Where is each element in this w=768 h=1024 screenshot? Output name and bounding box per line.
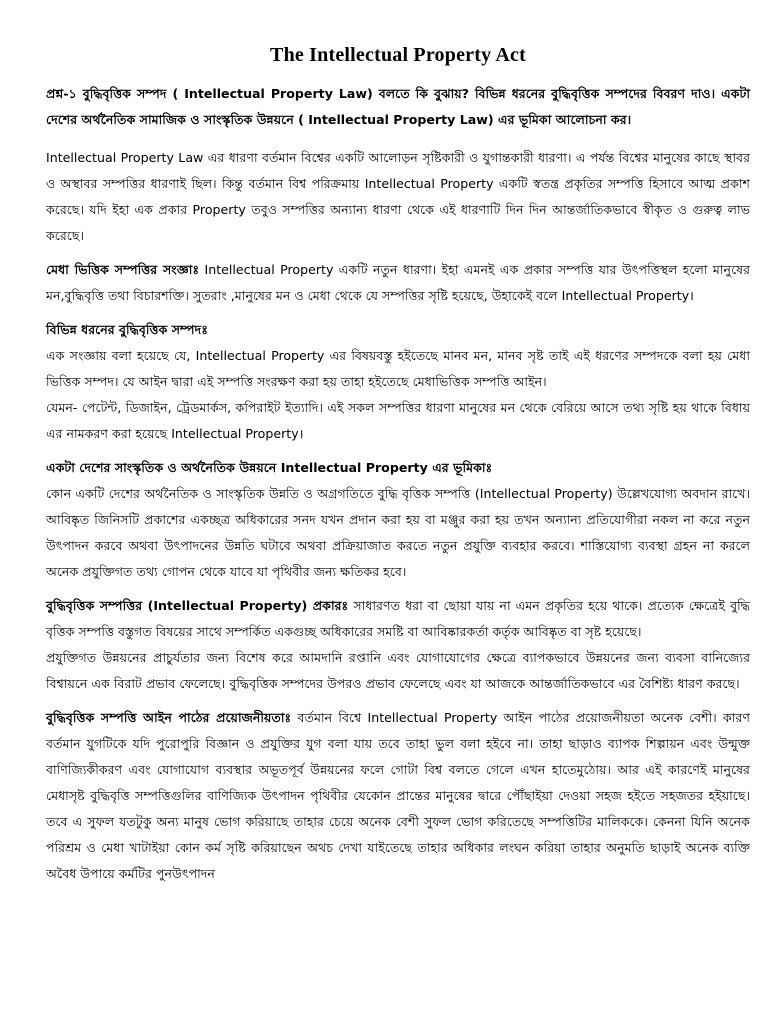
document-title: The Intellectual Property Act <box>270 44 526 66</box>
intro-paragraph: Intellectual Property Law এর ধারণা বর্তমান বিশ্বের একটি আলোড়ন সৃষ্টিকারী ও যুগান্তকারী ধারণা। এ পর্যন্ত বিশ্বের মানুষের কাছে স্থাবর ও অস্থাবর সম্পত্তির ধারণাই ছিল। কিন্তু বর্তমান বিশ্ব পরিক্রমায় Intellectual Property একটি স্বতন্ত্র প্রকৃতির সম্পত্তি হিসাবে আত্ম প্রকাশ করেছে। যদি ইহা এক প্রকার Property তবুও সম্পত্তির অন্যান্য ধারণা থেকে এই ধারণাটি দিন দিন আন্তর্জাতিকভাবে স্বীকৃত ও গুরুত্ব লাভ করেছে। <box>46 150 750 243</box>
types-heading: বিভিন্ন ধরনের বুদ্ধিবৃত্তিক সম্পদঃ <box>46 322 208 337</box>
role-paragraph: কোন একটি দেশের অর্থনৈতিক ও সাংস্কৃতিক উন্নতি ও অগ্রগতিতে বুদ্ধি বৃত্তিক সম্পত্তি (Intellectual Property) উল্লেখযোগ্য অবদান রাখে। আবিষ্কৃত জিনিসটি প্রকাশের একচ্ছত্র অধিকারের সনদ যখন প্রদান করা হয় বা মঞ্জুর করা হয় তখন অন্যান্য প্রতিযোগীরা নকল না করে নতুন উৎপাদন করবে অথবা উৎপাদনের উন্নতি ঘটাবে অথবা প্রক্রিয়াজাত করতে নতুন প্রযুক্তি ব্যবহার করবে। শাস্তিযোগ্য ব্যবস্থা গ্রহন না করলে অনেক প্রযুক্তিগত তথ্য গোপন থেকে যাবে যা পৃথিবীর জন্য ক্ষতিকর হবে। <box>46 486 750 579</box>
question-paragraph: প্রশ্ন-১ বুদ্ধিবৃত্তিক সম্পদ ( Intellectual Property Law) বলতে কি বুঝায়? বিভিন্ন ধরনের বুদ্ধিবৃত্তিক সম্পদের বিবরণ দাও। একটা দেশের অর্থনৈতিক সামাজিক ও সাংস্কৃতিক উন্নয়নে ( Intellectual Property Law) এর ভূমিকা আলোচনা কর। <box>46 86 750 127</box>
necessity-paragraph <box>46 705 750 887</box>
types-paragraph-2: যেমন- পেটেন্ট, ডিজাইন, ট্রেডমার্কস, কপিরাইট ইত্যাদি। এই সকল সম্পত্তির ধারণা মানুষের মন থেকে বেরিয়ে আসে তথ্য সৃষ্টি হয় থাকে বিধায় এর নামকরণ করা হয়েছে Intellectual Property। <box>46 400 751 441</box>
types-paragraph-1: এক সংজ্ঞায় বলা হয়েছে যে, Intellectual Property এর বিষয়বস্তু হইতেছে মানব মন, মানব সৃষ্ট তাই এই ধরণের সম্পদকে বলা হয় মেধা ভিত্তিক সম্পদ। যে আইন দ্বারা এই সম্পত্তি সংরক্ষণ করা হয় তাহা হইতেছে মেধাভিত্তিক সম্পত্তি আইন। <box>46 348 750 389</box>
role-heading: একটা দেশের সাংস্কৃতিক ও অর্থনৈতিক উন্নয়নে Intellectual Property এর ভূমিকাঃ <box>46 460 493 475</box>
definition-paragraph <box>46 257 750 309</box>
necessity-heading: বুদ্ধিবৃত্তিক সম্পত্তি আইন পাঠের প্রয়োজনীয়তাঃ <box>46 710 292 725</box>
necessity-body: বর্তমান বিশ্বে Intellectual Property আইন পাঠের প্রয়োজনীয়তা অনেক বেশী। কারণ বর্তমান যুগটিকে যদি পুরোপুরি বিজ্ঞান ও প্রযুক্তির যুগ বলা যায় তবে তাহা ভুল বলা হইবে না। তাহা ছাড়াও ব্যাপক শিল্পায়ন এবং উন্মুক্ত বাণিজ্যিকীকরণ এবং যোগাযোগ ব্যবস্থার অভূতপূর্ব উন্নয়নের ফলে গোটা বিশ্ব বলতে গেলে এখন হাতেমুঠোয়। আর এই কারণেই মানুষের মেধাসৃষ্ট বুদ্ধিবৃত্তি সম্পত্তিগুলির বাণিজ্যিক উৎপাদন পৃথিবীর যেকোন প্রান্তের মানুষের দ্বারে পৌঁছাইয়া দেওয়া সহজ হইতে সহজতর হইয়াছে। তবে এ সুফল যতটুকু অন্য মানুষ ভোগ করিয়াছে তাহার চেয়ে অনেক বেশী সুফল ভোগ করিতেছে সম্পত্তিটির মালিককে। কেননা যিনি অনেক পরিশ্রম ও মেধা খাটাইয়া কোন কর্ম সৃষ্টি করিয়াছেন অথচ দেখা যাইতেছে তাহার অধিকার লংঘন করিয়া তাহার অনুমতি ছাড়াই অনেক ব্যক্তি অবৈধ উপায়ে কর্মটির পুনউৎপাদন <box>46 710 750 881</box>
kinds-paragraph <box>46 593 750 645</box>
kinds-heading: বুদ্ধিবৃত্তিক সম্পত্তির (Intellectual Property) প্রকারঃ <box>46 598 349 613</box>
kinds-body: সাধারণত ধরা বা ছোয়া যায় না এমন প্রকৃতির হয়ে থাকে। প্রত্যেক ক্ষেত্রেই বুদ্ধি বৃত্তিক সম্পত্তি বস্তুগত বিষয়ের সাথে সম্পর্কিত একগুচ্ছ অধিকারের সমষ্টি বা আবিষ্কারকর্তা কর্তৃক আবিষ্কৃত বা সৃষ্ট হয়েছে। <box>46 598 750 639</box>
definition-body: Intellectual Property একটি নতুন ধারণা। ইহা এমনই এক প্রকার সম্পত্তি যার উৎপত্তিস্থল হলো মানুষের মন,বুদ্ধিবৃত্তি তথা বিচারশক্তি। সুতরাং ,মানুষের মন ও মেধা থেকে যে সম্পত্তির সৃষ্টি হয়েছে, উহাকেই বলে Intellectual Property। <box>46 262 750 303</box>
definition-heading: মেধা ভিত্তিক সম্পত্তির সংজ্ঞাঃ <box>46 262 200 277</box>
document-page <box>46 44 750 887</box>
kinds-paragraph-2: প্রযুক্তিগত উন্নয়নের প্রাচুর্যতার জন্য বিশেষ করে আমদানি রপ্তানি এবং যোগাযোগের ক্ষেত্রে ব্যাপকভাবে উন্নয়নের জন্য ব্যবসা বানিজ্যের বিশ্বায়নে এক বিরাট প্রভাব ফেলেছে। বুদ্ধিবৃত্তিক সম্পদের উপরও প্রভাব ফেলেছে এবং যা আজকে আন্তর্জাতিকভাবে এর বৈশিষ্ট্য ধারণ করছে। <box>46 650 750 691</box>
